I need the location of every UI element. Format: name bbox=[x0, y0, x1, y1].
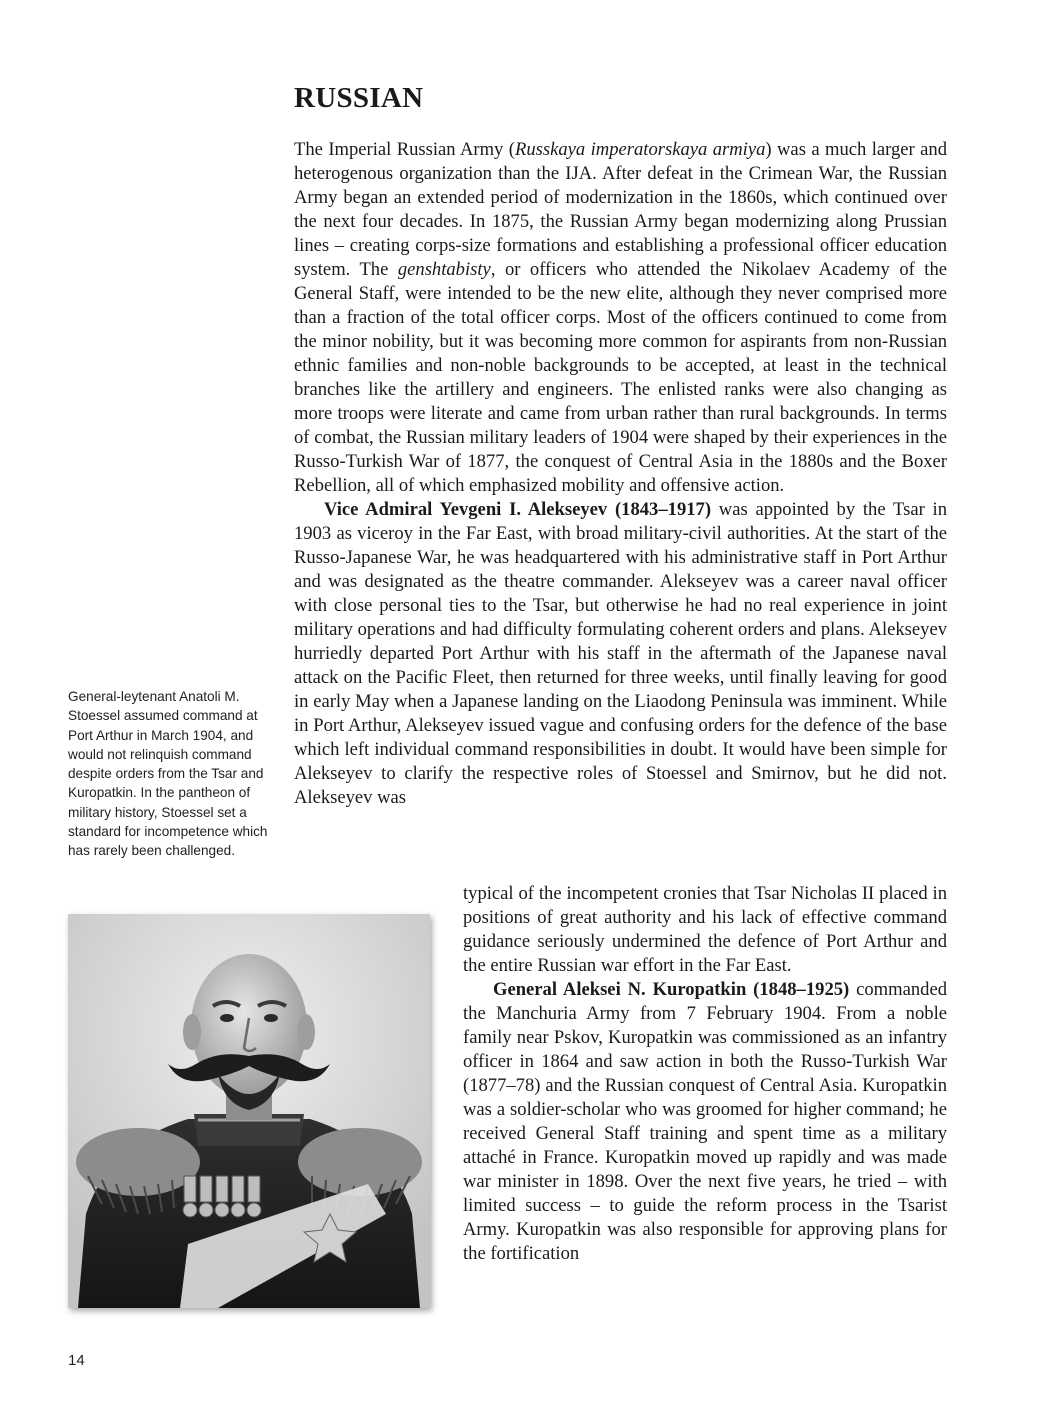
paragraph-russian-army bbox=[294, 138, 947, 498]
para1-italic-term-1: Russkaya imperatorskaya armiya bbox=[514, 139, 766, 160]
page-number: 14 bbox=[68, 1352, 85, 1369]
photo-caption: General-leytenant Anatoli M. Stoessel assumed command at Port Arthur in March 1904, and would not relinquish command despite orders from the Tsar and Kuropatkin. In the pantheon of military history, Stoessel set a standard for incompetence which has rarely been challenged. bbox=[68, 689, 268, 859]
para1-text-1: The Imperial Russian Army ( bbox=[294, 139, 515, 160]
stoessel-portrait-photo bbox=[68, 914, 430, 1308]
main-text-column-top bbox=[294, 138, 947, 810]
paragraph-kuropatkin bbox=[463, 978, 947, 1266]
alekseyev-name: Vice Admiral Yevgeni I. Alekseyev (1843–1917) bbox=[324, 499, 712, 520]
main-text-column-bottom bbox=[463, 882, 947, 1266]
kuropatkin-text: commanded the Manchuria Army from 7 February 1904. From a noble family near Pskov, Kuropatkin was commissioned as an infantry officer in 1864 and saw action in both the Russo-Turkish War (1877–78) and the Russian conquest of Central Asia. Kuropatkin was a soldier-scholar who was groomed for higher command; he received General Staff training and spent time as a military attaché in France. Kuropatkin moved up rapidly and was made war minister in 1898. Over the next five years, he tried – with limited success – to guide the reform process in the Tsarist Army. Kuropatkin was also responsible for approving plans for the fortification bbox=[463, 979, 947, 1264]
section-heading: RUSSIAN bbox=[294, 82, 424, 114]
para1-italic-term-2: genshtabisty bbox=[397, 259, 491, 280]
para1-text-2: ) was a much larger and heterogenous organization than the IJA. After defeat in the Crimean War, the Russian Army began an extended period of modernization in the 1860s, which continued over the next four decades. In 1875, the Russian Army began modernizing along Prussian lines – creating corps-size formations and establishing a professional officer education system. The bbox=[294, 139, 947, 280]
portrait-illustration bbox=[68, 914, 430, 1308]
para1-text-3: , or officers who attended the Nikolaev Academy of the General Staff, were intended to be the new elite, although they never comprised more than a fraction of the total officer corps. Most of the officers continued to come from the minor nobility, but it was becoming more common for aspirants from non-Russian ethnic families and non-noble backgrounds to be accepted, at least in the technical branches like the artillery and engineers. The enlisted ranks were also changing as more troops were literate and came from urban rather than rural backgrounds. In terms of combat, the Russian military leaders of 1904 were shaped by their experiences in the Russo-Turkish War of 1877, the conquest of Central Asia in the 1880s and the Boxer Rebellion, all of which emphasized mobility and offensive action. bbox=[294, 259, 948, 496]
paragraph-alekseyev bbox=[294, 498, 947, 810]
paragraph-alekseyev-continued: typical of the incompetent cronies that Tsar Nicholas II placed in positions of great authority and his lack of effective command guidance seriously undermined the defence of Port Arthur and the entire Russian war effort in the Far East. bbox=[463, 883, 947, 976]
kuropatkin-name: General Aleksei N. Kuropatkin (1848–1925) bbox=[493, 979, 850, 1000]
alekseyev-text-top: was appointed by the Tsar in 1903 as viceroy in the Far East, with broad military-civil authorities. At the start of the Russo-Japanese War, he was headquartered with his administrative staff in Port Arthur and was designated as the theatre commander. Alekseyev was a career naval officer with close personal ties to the Tsar, but otherwise he had no real experience in joint military operations and had difficulty formulating coherent orders and plans. Alekseyev hurriedly departed Port Arthur with his staff in the aftermath of the Japanese naval attack on the Pacific Fleet, then returned for three weeks, until finally leaving for good in early May when a Japanese landing on the Liaodong Peninsula was imminent. While in Port Arthur, Alekseyev issued vague and confusing orders for the defence of the base which left individual command responsibilities in doubt. It would have been simple for Alekseyev to clarify the respective roles of Stoessel and Smirnov, but he did not. Alekseyev was bbox=[294, 499, 947, 808]
